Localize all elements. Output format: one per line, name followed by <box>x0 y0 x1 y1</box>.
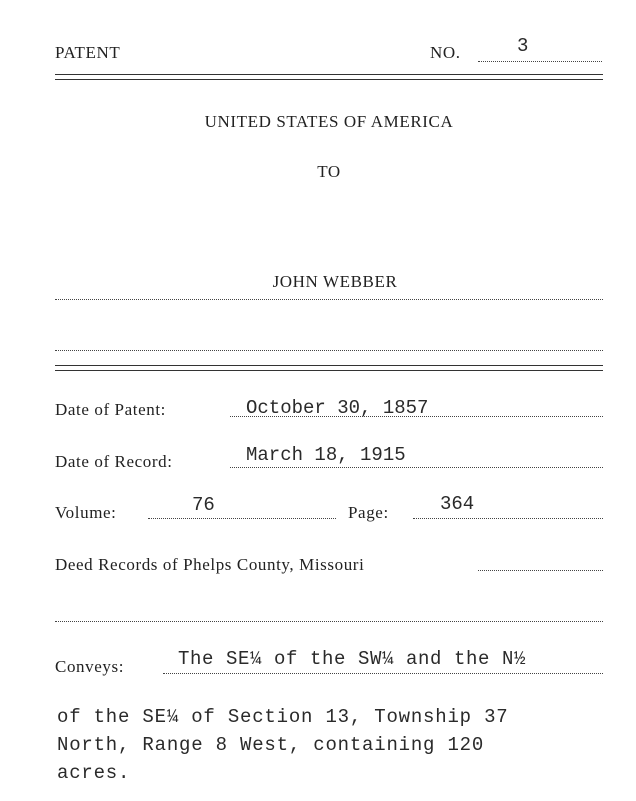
fields-rule-bottom <box>55 370 603 371</box>
document-title: UNITED STATES OF AMERICA <box>204 112 454 131</box>
grantee-name: JOHN WEBBER <box>272 272 398 291</box>
legal-description-line-1: of the SE¼ of Section 13, Township 37 <box>57 706 509 728</box>
date-of-patent-value: October 30, 1857 <box>246 397 429 419</box>
conveys-label: Conveys: <box>55 657 125 676</box>
blank-dotted-line <box>55 621 603 622</box>
patent-number-label: NO. <box>430 43 461 62</box>
deed-records-text: Deed Records of Phelps County, Missouri <box>55 555 365 574</box>
fields-rule-top <box>55 365 603 366</box>
patent-number-dotted-line <box>478 61 602 62</box>
patent-number-value: 3 <box>517 35 529 57</box>
volume-label: Volume: <box>55 503 117 522</box>
volume-dotted-line <box>148 518 336 519</box>
header-rule-bottom <box>55 79 603 80</box>
date-of-record-dotted-line <box>230 467 603 468</box>
patent-label: PATENT <box>55 43 121 62</box>
deed-records-dotted-line <box>478 570 603 571</box>
date-of-record-label: Date of Record: <box>55 452 173 471</box>
header-rule-top <box>55 74 603 75</box>
legal-description-line-3: acres. <box>57 762 131 784</box>
page-value: 364 <box>440 493 475 515</box>
conveys-line-1: The SE¼ of the SW¼ and the N½ <box>178 648 527 670</box>
conveys-dotted-line <box>163 673 603 674</box>
page-label: Page: <box>348 503 389 522</box>
legal-description-line-2: North, Range 8 West, containing 120 <box>57 734 485 756</box>
grantee-dotted-line <box>55 299 603 300</box>
date-of-patent-label: Date of Patent: <box>55 400 166 419</box>
page-dotted-line <box>413 518 603 519</box>
date-of-record-value: March 18, 1915 <box>246 444 406 466</box>
title-to: TO <box>317 162 341 181</box>
grantee-dotted-line-2 <box>55 350 603 351</box>
volume-value: 76 <box>192 494 215 516</box>
